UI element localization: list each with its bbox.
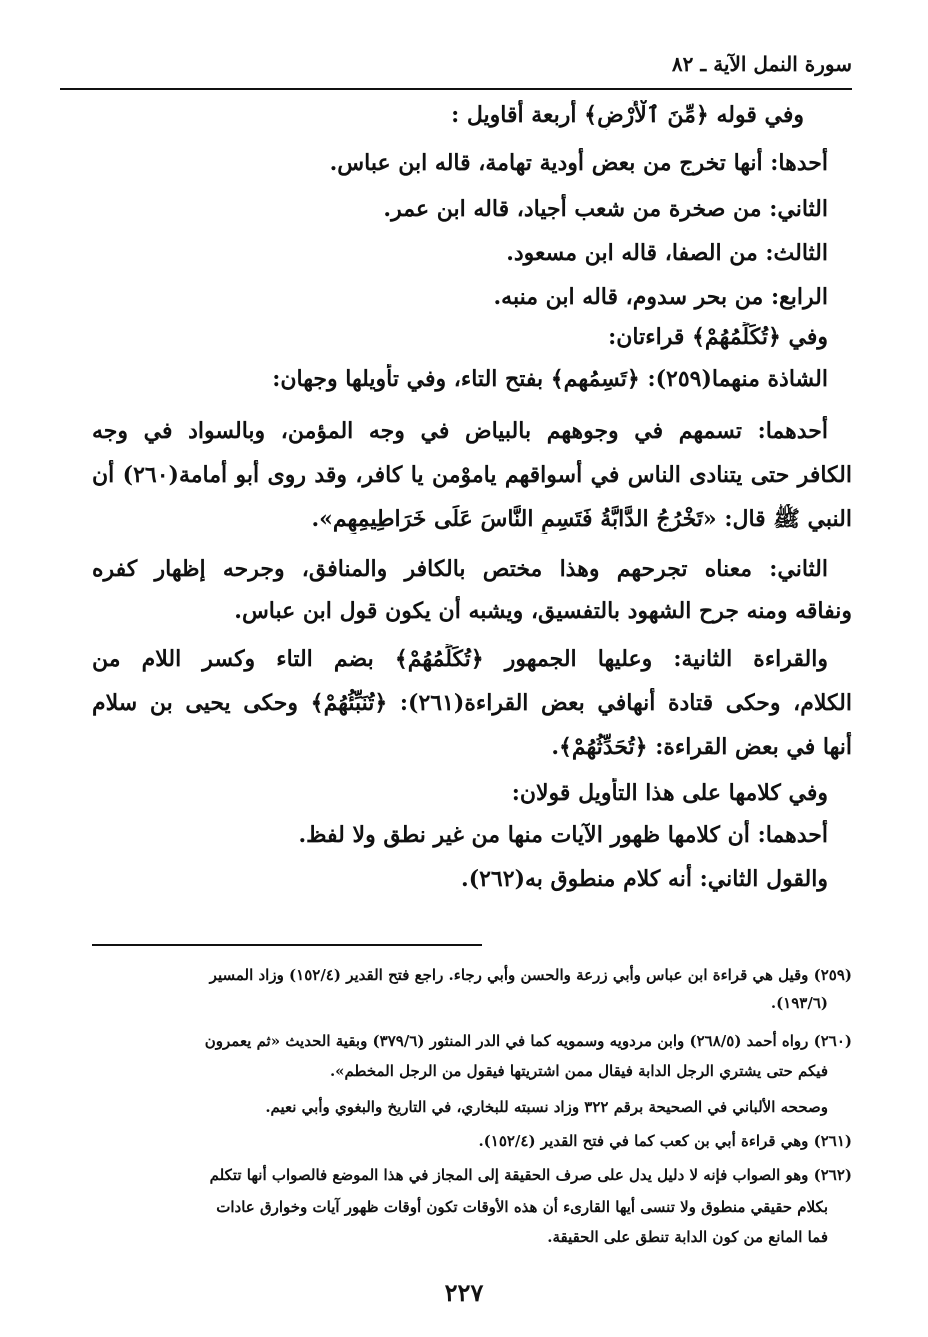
body-line: أنها في بعض القراءة: ﴿تُحَدِّثُهُمْ﴾. xyxy=(551,734,852,760)
body-line: وفي قوله ﴿مِّنَ ٱلْأَرْضِ﴾ أربعة أقاويل : xyxy=(451,102,804,128)
footnote-line: فما المانع من كون الدابة تنطق على الحقيقة. xyxy=(547,1228,828,1246)
body-line: أحدهما: أن كلامها ظهور الآيات منها من غير نطق ولا لفظ. xyxy=(298,822,828,848)
footnote-line: (٢٥٩) وقيل هي قراءة ابن عباس وأبي زرعة والحسن وأبي رجاء. راجع فتح القدير (١٥٢/٤) وزاد المسير xyxy=(209,966,852,984)
body-line: وفي كلامها على هذا التأويل قولان: xyxy=(511,780,828,806)
body-line: والقول الثاني: أنه كلام منطوق به(٢٦٢). xyxy=(461,866,828,892)
body-line: أحدهما: تسمهم في وجوههم بالبياض في وجه المؤمن، وبالسواد في وجه xyxy=(92,418,828,444)
body-line: الثاني: من صخرة من شعب أجياد، قاله ابن عمر. xyxy=(383,196,828,222)
header-rule xyxy=(60,88,852,90)
footnote-line: (٢٦١) وهي قراءة أبي بن كعب كما في فتح القدير (١٥٢/٤). xyxy=(478,1132,852,1150)
footnote-line: (١٩٣/٦). xyxy=(770,994,828,1012)
footnote-line: (٢٦٠) رواه أحمد (٢٦٨/٥) وابن مردويه وسمويه كما في الدر المنثور (٣٧٩/٦) وبقية الحديث «ثم يعمرون xyxy=(204,1032,852,1050)
body-line: الرابع: من بحر سدوم، قاله ابن منبه. xyxy=(493,284,828,310)
body-line: وفي ﴿تُكَلِّمُهُمْ﴾ قراءتان: xyxy=(608,324,828,350)
page-number: ٢٢٧ xyxy=(444,1278,484,1307)
footnote-line: فيكم حتى يشتري الرجل الدابة فيقال ممن اشتريتها فيقول من الرجل المخطم». xyxy=(329,1062,828,1080)
body-line: والقراءة الثانية: وعليها الجمهور ﴿تُكَلِّمُهُمْ﴾ بضم التاء وكسر اللام من xyxy=(92,646,828,672)
body-line: أحدها: أنها تخرج من بعض أودية تهامة، قاله ابن عباس. xyxy=(329,150,828,176)
body-line: ونفاقه ومنه جرح الشهود بالتفسيق، ويشبه أن يكون قول ابن عباس. xyxy=(234,598,852,624)
footnote-rule xyxy=(92,944,482,946)
body-line: الكافر حتى يتنادى الناس في أسواقهم ياموْمن يا كافر، وقد روى أبو أمامة(٢٦٠) أن xyxy=(92,462,852,488)
body-line: النبي ﷺ قال: «تَخْرُجُ الدَّابَّةُ فَتَسِمِ النَّاسَ عَلَى خَرَاطِيمِهِم». xyxy=(311,506,852,532)
body-line: الثالث: من الصفا، قاله ابن مسعود. xyxy=(506,240,828,266)
running-header: سورة النمل الآية ـ ٨٢ xyxy=(671,52,852,76)
body-line: الثاني: معناه تجرحهم وهذا مختص بالكافر والمنافق، وجرحه إظهار كفره xyxy=(92,556,828,582)
body-line: الشاذة منهما(٢٥٩): ﴿تَسِمُهم﴾ بفتح التاء، وفي تأويلها وجهان: xyxy=(272,366,828,392)
footnote-line: (٢٦٢) وهو الصواب فإنه لا دليل يدل على صرف الحقيقة إلى المجاز في هذا الموضع فالصواب أنها تتكلم xyxy=(209,1166,852,1184)
body-line: الكلام، وحكى قتادة أنهافي بعض القراءة(٢٦١): ﴿تُنَبِّئُهُمْ﴾ وحكى يحيى بن سلام xyxy=(92,690,852,716)
footnote-line: وصححه الألباني في الصحيحة برقم ٣٢٢ وزاد نسبته للبخاري، في التاريخ والبغوي وأبي نعيم. xyxy=(265,1098,828,1116)
footnote-line: بكلام حقيقي منطوق ولا تنسى أيها القارىء أن هذه الأوقات تكون أوقات ظهور آيات وخوارق عادات xyxy=(216,1198,828,1216)
